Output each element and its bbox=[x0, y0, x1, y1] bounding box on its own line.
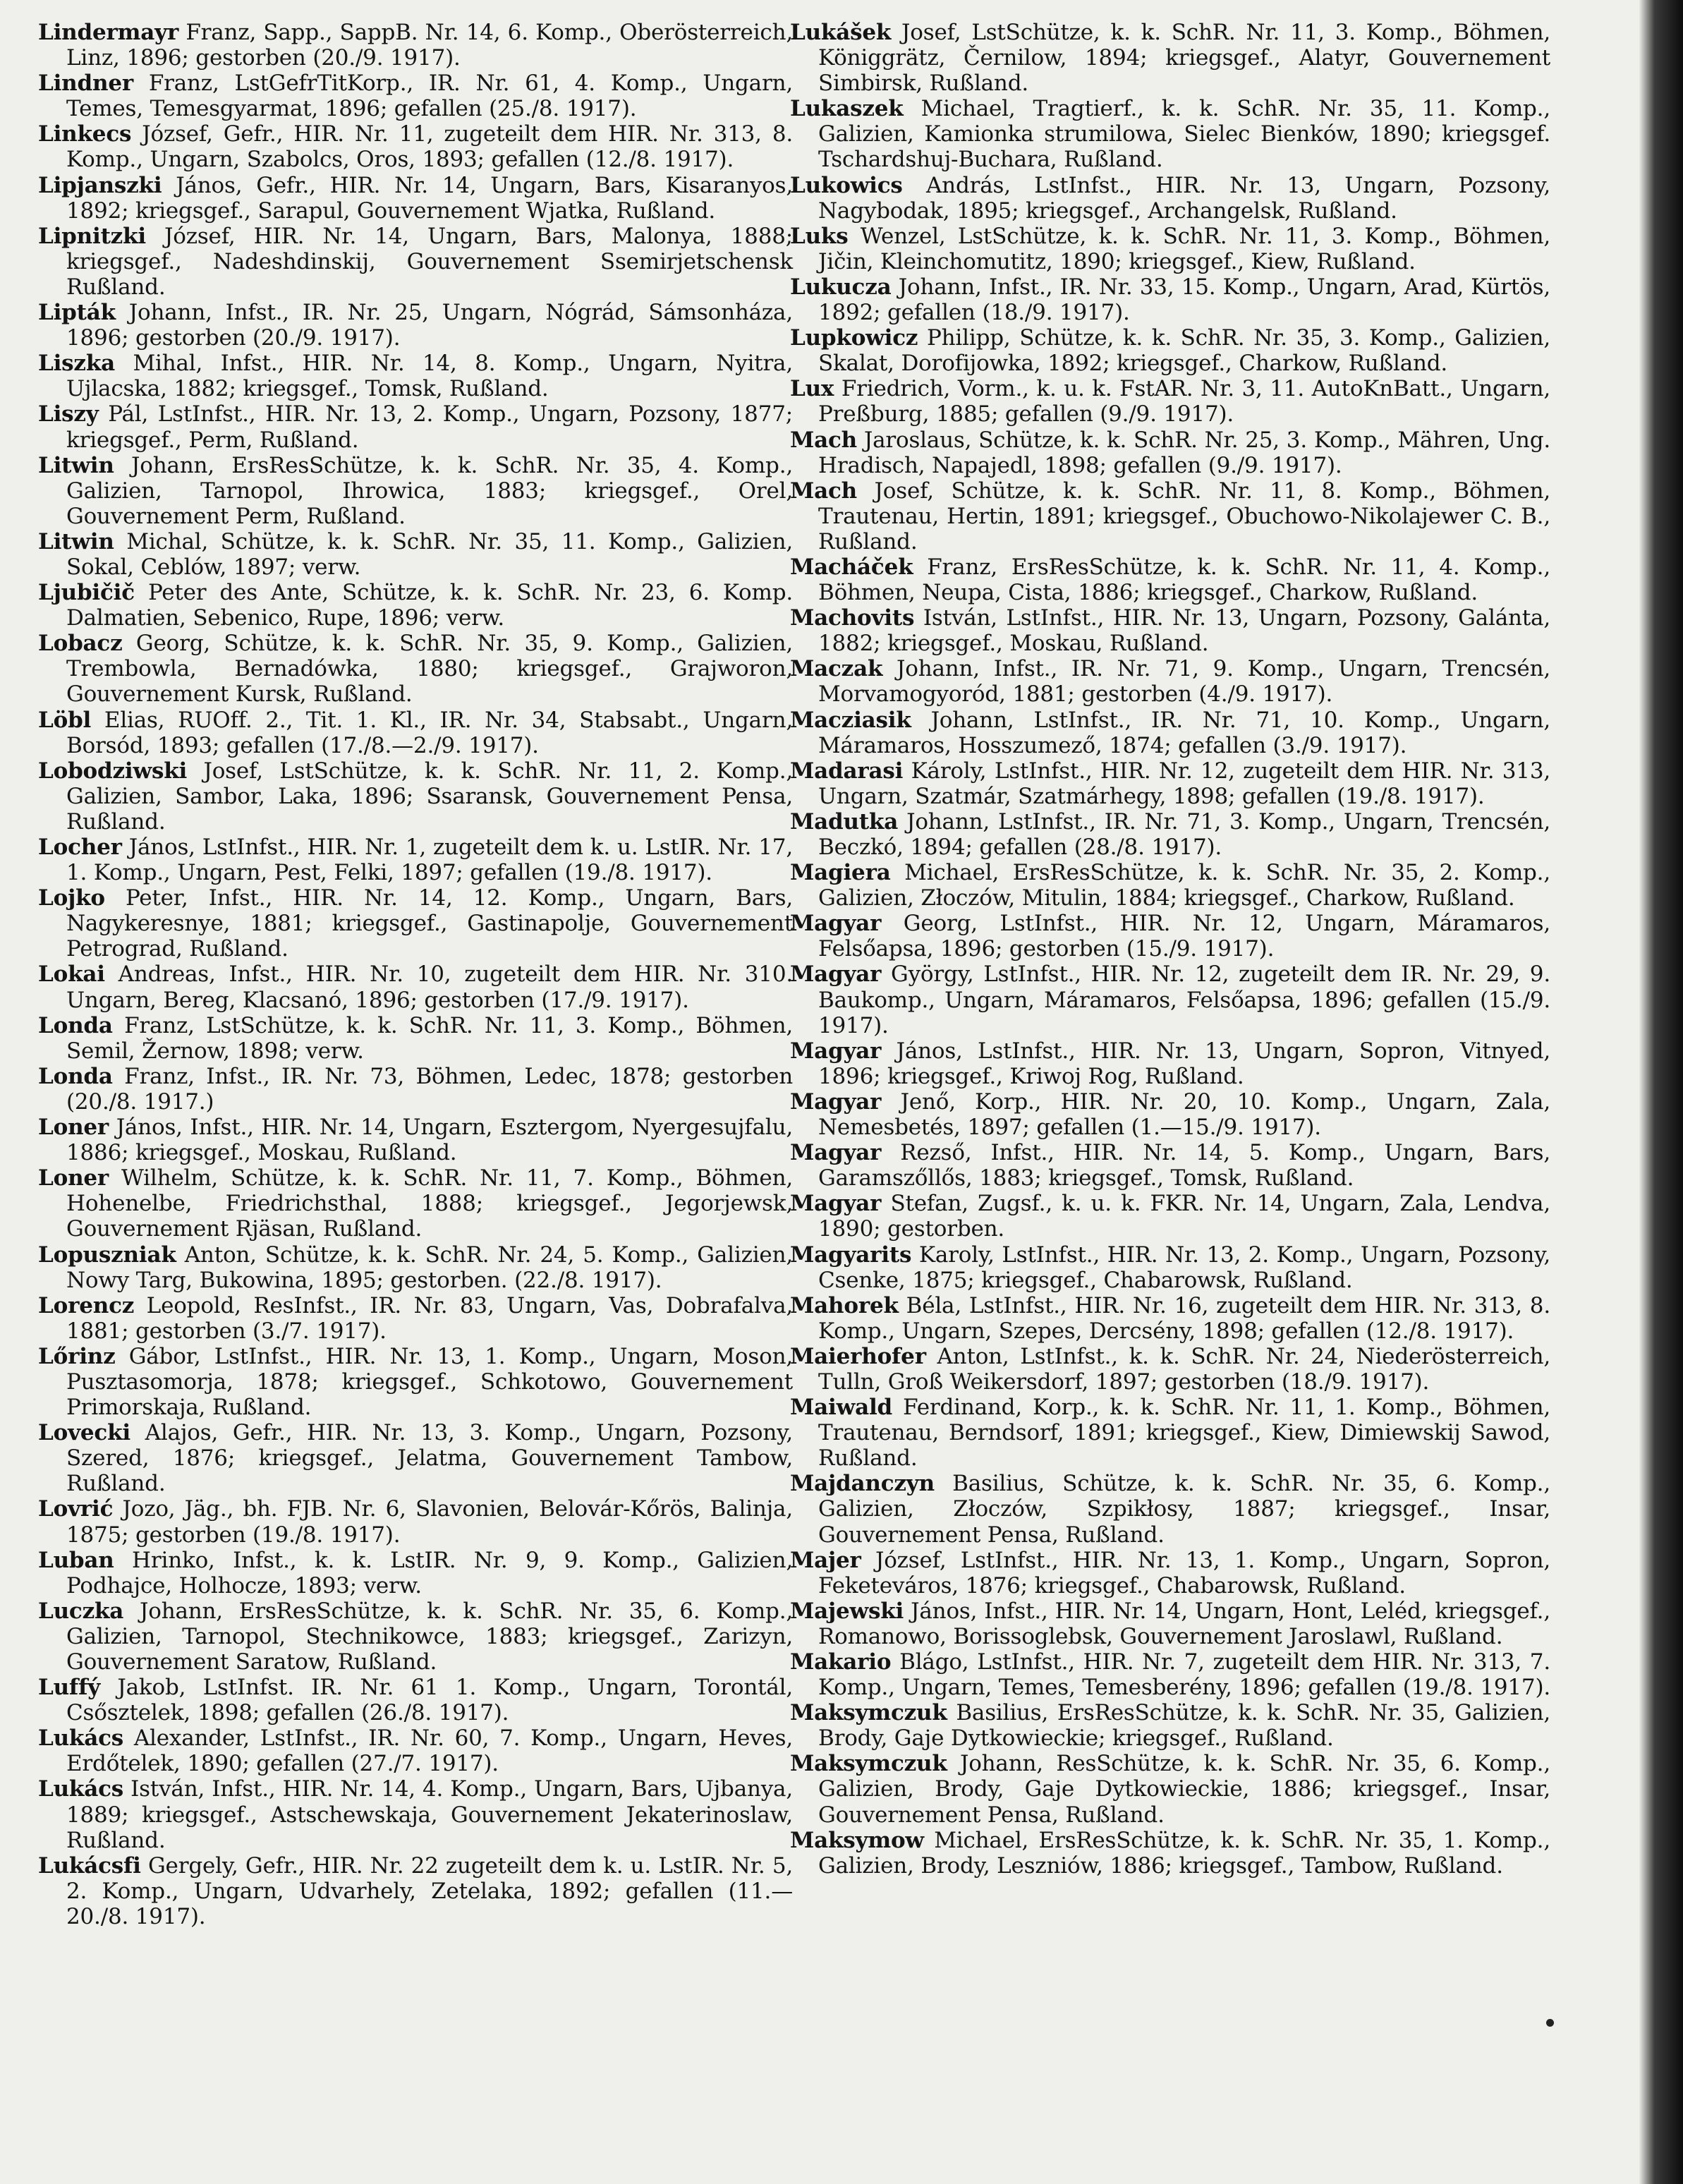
list-entry bbox=[38, 1548, 793, 1598]
entry-details: Gergely, Gefr., HIR. Nr. 22 zugeteilt dem k. u. LstIR. Nr. 5, 2. Komp., Ungarn, Udvarhely, Zetelaka, 1892; gefallen (11.—20./8. 1917). bbox=[66, 1852, 793, 1929]
list-entry bbox=[790, 1242, 1550, 1293]
entry-details: Peter, Infst., HIR. Nr. 14, 12. Komp., Ungarn, Bars, Nagykeresnye, 1881; kriegsgef., Gastinapolje, Gouvernement Petrograd, Rußland. bbox=[66, 885, 793, 962]
entry-details: Johann, ErsResSchütze, k. k. SchR. Nr. 35, 6. Komp., Galizien, Tarnopol, Stechnikowce, 1883; kriegsgef., Zarizyn, Gouvernement Saratow, Rußland. bbox=[66, 1598, 793, 1675]
entry-surname: Maczak bbox=[790, 656, 883, 682]
entry-details: János, LstInfst., HIR. Nr. 1, zugeteilt dem k. u. LstIR. Nr. 17, 1. Komp., Ungarn, Pest, Felki, 1897; gefallen (19./8. 1917). bbox=[66, 835, 793, 886]
entry-surname: Majer bbox=[790, 1547, 861, 1573]
entry-surname: Locher bbox=[38, 835, 122, 860]
list-entry bbox=[790, 809, 1550, 860]
list-entry bbox=[790, 376, 1550, 427]
entry-surname: Magyarits bbox=[790, 1242, 912, 1268]
list-entry bbox=[38, 300, 793, 351]
entry-details: Pál, LstInfst., HIR. Nr. 13, 2. Komp., Ungarn, Pozsony, 1877; kriegsgef., Perm, Rußland. bbox=[66, 401, 793, 453]
entry-details: István, Infst., HIR. Nr. 14, 4. Komp., Ungarn, Bars, Ujbanya, 1889; kriegsgef., Astschewskaja, Gouvernement Jekaterinoslaw, Rußland. bbox=[66, 1776, 793, 1853]
entry-details: Hrinko, Infst., k. k. LstIR. Nr. 9, 9. Komp., Galizien, Podhajce, Holhocze, 1893; verw. bbox=[66, 1547, 793, 1598]
list-entry bbox=[790, 758, 1550, 809]
list-entry bbox=[790, 1548, 1550, 1598]
list-entry bbox=[38, 351, 793, 401]
list-entry bbox=[790, 1140, 1550, 1191]
list-entry bbox=[38, 1064, 793, 1115]
list-entry bbox=[38, 708, 793, 758]
entry-surname: Mach bbox=[790, 427, 858, 453]
entry-details: Anton, Schütze, k. k. SchR. Nr. 24, 5. Komp., Galizien, Nowy Targ, Bukowina, 1895; gestorben. (22./8. 1917). bbox=[66, 1242, 793, 1293]
entry-surname: Lindermayr bbox=[38, 20, 179, 45]
list-entry bbox=[790, 1191, 1550, 1242]
list-entry bbox=[790, 961, 1550, 1038]
entry-details: Johann, LstInfst., IR. Nr. 71, 10. Komp., Ungarn, Máramaros, Hosszumező, 1874; gefallen (3./9. 1917). bbox=[818, 707, 1550, 758]
entry-details: Michael, ErsResSchütze, k. k. SchR. Nr. 35, 1. Komp., Galizien, Brody, Leszniów, 1886; kriegsgef., Tambow, Rußland. bbox=[818, 1827, 1550, 1879]
entry-surname: Lobodziwski bbox=[38, 758, 188, 784]
entry-surname: Lupkowicz bbox=[790, 325, 918, 351]
right-column bbox=[790, 20, 1550, 1879]
list-entry bbox=[38, 1853, 793, 1929]
entry-details: Basilius, Schütze, k. k. SchR. Nr. 35, 6. Komp., Galizien, Złoczów, Szpikłosy, 1887; kriegsgef., Insar, Gouvernement Pensa, Rußland. bbox=[818, 1471, 1550, 1548]
entry-details: Georg, LstInfst., HIR. Nr. 12, Ungarn, Máramaros, Felsőapsa, 1896; gestorben (15./9. 1917). bbox=[818, 911, 1550, 962]
entry-surname: Lovecki bbox=[38, 1420, 130, 1446]
list-entry bbox=[790, 860, 1550, 911]
entry-surname: Makario bbox=[790, 1649, 892, 1675]
entry-surname: Ljubičič bbox=[38, 580, 135, 606]
entry-surname: Mach bbox=[790, 478, 858, 504]
entry-details: Georg, Schütze, k. k. SchR. Nr. 35, 9. Komp., Galizien, Trembowla, Bernadówka, 1880; kriegsgef., Grajworon, Gouvernement Kursk, Rußland. bbox=[66, 631, 793, 708]
entry-surname: Lukaszek bbox=[790, 96, 904, 122]
entry-details: Alajos, Gefr., HIR. Nr. 13, 3. Komp., Ungarn, Pozsony, Szered, 1876; kriegsgef., Jelatma, Gouvernement Tambow, Rußland. bbox=[66, 1420, 793, 1497]
entry-surname: Macháček bbox=[790, 554, 913, 580]
entry-surname: Litwin bbox=[38, 528, 114, 554]
list-entry bbox=[790, 1395, 1550, 1471]
list-entry bbox=[38, 1344, 793, 1420]
list-entry bbox=[790, 96, 1550, 172]
list-entry bbox=[790, 224, 1550, 274]
entry-surname: Lipták bbox=[38, 300, 116, 326]
entry-surname: Linkecs bbox=[38, 121, 132, 147]
entry-surname: Lipjanszki bbox=[38, 172, 162, 198]
entry-surname: Magyar bbox=[790, 911, 882, 937]
entry-details: Johann, Infst., IR. Nr. 25, Ungarn, Nógrád, Sámsonháza, 1896; gestorben (20./9. 1917). bbox=[66, 300, 793, 351]
entry-details: Jaroslaus, Schütze, k. k. SchR. Nr. 25, 3. Komp., Mähren, Ung. Hradisch, Napajedl, 1898; gefallen (9./9. 1917). bbox=[818, 427, 1550, 478]
list-entry bbox=[790, 656, 1550, 707]
entry-details: Andreas, Infst., HIR. Nr. 10, zugeteilt dem HIR. Nr. 310. Ungarn, Bereg, Klacsanó, 1896; gestorben (17./9. 1917). bbox=[66, 961, 793, 1013]
entry-surname: Maksymow bbox=[790, 1827, 924, 1853]
entry-details: Franz, Sapp., SappB. Nr. 14, 6. Komp., Oberösterreich, Linz, 1896; gestorben (20./9. 1917). bbox=[66, 20, 793, 71]
list-entry bbox=[38, 1293, 793, 1344]
entry-surname: Maiwald bbox=[790, 1395, 893, 1421]
entry-surname: Magyar bbox=[790, 1140, 882, 1166]
entry-details: Michael, Tragtierf., k. k. SchR. Nr. 35, 11. Komp., Galizien, Kamionka strumilowa, Sielec Bienków, 1890; kriegsgef. Tschardshuj-Buchara, Rußland. bbox=[818, 96, 1550, 173]
entry-surname: Mahorek bbox=[790, 1292, 899, 1318]
list-entry bbox=[38, 1776, 793, 1852]
entry-details: András, LstInfst., HIR. Nr. 13, Ungarn, Pozsony, Nagybodak, 1895; kriegsgef., Archangelsk, Rußland. bbox=[818, 172, 1550, 224]
entry-surname: Lindner bbox=[38, 71, 133, 97]
entry-surname: Löbl bbox=[38, 707, 92, 733]
entry-details: Philipp, Schütze, k. k. SchR. Nr. 35, 3. Komp., Galizien, Skalat, Dorofijowka, 1892; kriegsgef., Charkow, Rußland. bbox=[818, 325, 1550, 377]
entry-surname: Luffý bbox=[38, 1675, 101, 1701]
list-entry bbox=[790, 708, 1550, 758]
entry-details: Michael, ErsResSchütze, k. k. SchR. Nr. 35, 2. Komp., Galizien, Złoczów, Mitulin, 1884; kriegsgef., Charkow, Rußland. bbox=[818, 860, 1550, 911]
entry-details: Karoly, LstInfst., HIR. Nr. 13, 2. Komp., Ungarn, Pozsony, Csenke, 1875; kriegsgef., Chabarowsk, Rußland. bbox=[818, 1242, 1550, 1293]
entry-surname: Maksymczuk bbox=[790, 1700, 947, 1726]
entry-surname: Lukács bbox=[38, 1776, 124, 1802]
entry-surname: Lukácsfi bbox=[38, 1852, 141, 1879]
list-entry bbox=[38, 961, 793, 1012]
entry-surname: Lukowics bbox=[790, 172, 903, 198]
list-entry bbox=[790, 1038, 1550, 1089]
entry-details: Wenzel, LstSchütze, k. k. SchR. Nr. 11, 3. Komp., Böhmen, Jičin, Kleinchomutitz, 1890; kriegsgef., Kiew, Rußland. bbox=[818, 223, 1550, 274]
list-entry bbox=[38, 835, 793, 885]
entry-surname: Lukács bbox=[38, 1725, 124, 1752]
list-entry bbox=[38, 401, 793, 452]
entry-surname: Liszy bbox=[38, 401, 99, 427]
list-entry bbox=[38, 453, 793, 529]
margin-dot bbox=[1546, 2019, 1554, 2027]
entry-details: Johann, LstInfst., IR. Nr. 71, 3. Komp., Ungarn, Trencsén, Beczkó, 1894; gefallen (28./8. 1917). bbox=[818, 808, 1550, 860]
list-entry bbox=[790, 554, 1550, 605]
list-entry bbox=[38, 121, 793, 172]
entry-details: Friedrich, Vorm., k. u. k. FstAR. Nr. 3, 11. AutoKnBatt., Ungarn, Preßburg, 1885; gefallen (9./9. 1917). bbox=[818, 376, 1550, 427]
list-entry bbox=[38, 885, 793, 961]
entry-details: József, LstInfst., HIR. Nr. 13, 1. Komp., Ungarn, Sopron, Feketeváros, 1876; kriegsgef., Chabarowsk, Rußland. bbox=[818, 1547, 1550, 1598]
entry-surname: Magyar bbox=[790, 1038, 882, 1064]
list-entry bbox=[790, 478, 1550, 554]
list-entry bbox=[38, 580, 793, 631]
list-entry bbox=[38, 758, 793, 835]
entry-surname: Machovits bbox=[790, 605, 915, 631]
list-entry bbox=[790, 1344, 1550, 1395]
list-entry bbox=[790, 427, 1550, 478]
entry-details: Jozo, Jäg., bh. FJB. Nr. 6, Slavonien, Belovár-Kőrös, Balinja, 1875; gestorben (19./8. 1917). bbox=[66, 1496, 793, 1548]
list-entry bbox=[790, 1598, 1550, 1649]
entry-surname: Magyar bbox=[790, 1088, 882, 1115]
list-entry bbox=[38, 224, 793, 300]
entry-details: Basilius, ErsResSchütze, k. k. SchR. Nr. 35, Galizien, Brody, Gaje Dytkowieckie; kriegsgef., Rußland. bbox=[818, 1700, 1550, 1752]
entry-surname: Londa bbox=[38, 1063, 113, 1089]
list-entry bbox=[38, 1013, 793, 1064]
entry-details: Leopold, ResInfst., IR. Nr. 83, Ungarn, Vas, Dobrafalva, 1881; gestorben (3./7. 1917). bbox=[66, 1292, 793, 1344]
list-entry bbox=[38, 1496, 793, 1547]
list-entry bbox=[38, 173, 793, 224]
entry-surname: Lojko bbox=[38, 885, 105, 911]
list-entry bbox=[790, 1293, 1550, 1344]
entry-surname: Loner bbox=[38, 1165, 109, 1191]
entry-surname: Lobacz bbox=[38, 631, 123, 657]
entry-details: György, LstInfst., HIR. Nr. 12, zugeteilt dem IR. Nr. 29, 9. Baukomp., Ungarn, Máramaros, Felsőapsa, 1896; gefallen (15./9. 1917). bbox=[818, 961, 1550, 1038]
entry-surname: Lorencz bbox=[38, 1292, 135, 1318]
entry-details: József, Gefr., HIR. Nr. 11, zugeteilt dem HIR. Nr. 313, 8. Komp., Ungarn, Szabolcs, Oros, 1893; gefallen (12./8. 1917). bbox=[66, 121, 793, 173]
list-entry bbox=[38, 20, 793, 71]
entry-details: Johann, Infst., IR. Nr. 71, 9. Komp., Ungarn, Trencsén, Morvamogyoród, 1881; gestorben (4./9. 1917). bbox=[818, 656, 1550, 708]
list-entry bbox=[38, 1598, 793, 1675]
entry-details: Gábor, LstInfst., HIR. Nr. 13, 1. Komp., Ungarn, Moson, Pusztasomorja, 1878; kriegsgef., Schkotowo, Gouvernement Primorskaja, Rußland. bbox=[66, 1343, 793, 1421]
entry-details: Josef, Schütze, k. k. SchR. Nr. 11, 8. Komp., Böhmen, Trautenau, Hertin, 1891; kriegsgef., Obuchowo-Nikolajewer C. B., Rußland. bbox=[818, 478, 1550, 554]
list-entry bbox=[790, 325, 1550, 376]
entry-details: János, Gefr., HIR. Nr. 14, Ungarn, Bars, Kisaranyos, 1892; kriegsgef., Sarapul, Gouvernement Wjatka, Rußland. bbox=[66, 172, 793, 224]
entry-details: Anton, LstInfst., k. k. SchR. Nr. 24, Niederösterreich, Tulln, Groß Weikersdorf, 1897; gestorben (18./9. 1917). bbox=[818, 1343, 1550, 1395]
entry-surname: Maierhofer bbox=[790, 1343, 926, 1369]
entry-surname: Maksymczuk bbox=[790, 1751, 947, 1777]
list-entry bbox=[38, 1675, 793, 1725]
entry-details: János, LstInfst., HIR. Nr. 13, Ungarn, Sopron, Vitnyed, 1896; kriegsgef., Kriwoj Rog, Rußland. bbox=[818, 1038, 1550, 1089]
entry-surname: Macziasik bbox=[790, 707, 911, 733]
entry-surname: Majdanczyn bbox=[790, 1471, 935, 1497]
entry-details: Franz, ErsResSchütze, k. k. SchR. Nr. 11, 4. Komp., Böhmen, Neupa, Cista, 1886; kriegsgef., Charkow, Rußland. bbox=[818, 554, 1550, 606]
entry-surname: Magyar bbox=[790, 961, 882, 988]
entry-details: Béla, LstInfst., HIR. Nr. 16, zugeteilt dem HIR. Nr. 313, 8. Komp., Ungarn, Szepes, Dercsény, 1898; gefallen (12./8. 1917). bbox=[818, 1292, 1550, 1344]
entry-details: János, Infst., HIR. Nr. 14, Ungarn, Hont, Leléd, kriegsgef., Romanowo, Borissoglebsk, Gouvernement Jaroslawl, Rußland. bbox=[818, 1598, 1550, 1649]
entry-details: Franz, Infst., IR. Nr. 73, Böhmen, Ledec, 1878; gestorben (20./8. 1917.) bbox=[66, 1063, 793, 1115]
entry-details: Franz, LstSchütze, k. k. SchR. Nr. 11, 3. Komp., Böhmen, Semil, Žernow, 1898; verw. bbox=[66, 1012, 793, 1064]
entry-details: Jenő, Korp., HIR. Nr. 20, 10. Komp., Ungarn, Zala, Nemesbetés, 1897; gefallen (1.—15./9. 1917). bbox=[818, 1088, 1550, 1141]
entry-surname: Liszka bbox=[38, 351, 115, 377]
list-entry bbox=[790, 1828, 1550, 1879]
entry-surname: Majewski bbox=[790, 1598, 904, 1624]
list-entry bbox=[790, 605, 1550, 656]
entry-surname: Madutka bbox=[790, 808, 899, 835]
entry-surname: Lukucza bbox=[790, 274, 892, 300]
entry-surname: Luks bbox=[790, 223, 849, 249]
list-entry bbox=[38, 529, 793, 580]
entry-details: Elias, RUOff. 2., Tit. 1. Kl., IR. Nr. 34, Stabsabt., Ungarn, Borsód, 1893; gefallen (17./8.—2./9. 1917). bbox=[66, 707, 793, 758]
entry-details: Johann, Infst., IR. Nr. 33, 15. Komp., Ungarn, Arad, Kürtös, 1892; gefallen (18./9. 1917). bbox=[818, 274, 1550, 326]
list-entry bbox=[38, 1165, 793, 1242]
entry-details: Ferdinand, Korp., k. k. SchR. Nr. 11, 1. Komp., Böhmen, Trautenau, Berndsorf, 1891; kriegsgef., Kiew, Dimiewskij Sawod, Rußland. bbox=[818, 1395, 1550, 1472]
entry-details: János, Infst., HIR. Nr. 14, Ungarn, Esztergom, Nyergesujfalu, 1886; kriegsgef., Moskau, Rußland. bbox=[66, 1115, 793, 1166]
entry-surname: Madarasi bbox=[790, 758, 904, 784]
entry-surname: Magyar bbox=[790, 1191, 882, 1217]
entry-surname: Lovrić bbox=[38, 1496, 114, 1522]
entry-surname: Lukášek bbox=[790, 20, 892, 45]
entry-details: Stefan, Zugsf., k. u. k. FKR. Nr. 14, Ungarn, Zala, Lendva, 1890; gestorben. bbox=[818, 1191, 1550, 1242]
entry-details: Wilhelm, Schütze, k. k. SchR. Nr. 11, 7. Komp., Böhmen, Hohenelbe, Friedrichsthal, 1888; kriegsgef., Jegorjewsk, Gouvernement Rjäsan, Rußland. bbox=[66, 1165, 793, 1242]
entry-surname: Luban bbox=[38, 1547, 114, 1573]
list-entry bbox=[790, 1700, 1550, 1751]
entry-details: Josef, LstSchütze, k. k. SchR. Nr. 11, 2. Komp., Galizien, Sambor, Laka, 1896; Ssaransk, Gouvernement Pensa, Rußland. bbox=[66, 758, 793, 835]
entry-surname: Lopuszniak bbox=[38, 1242, 176, 1268]
entry-details: Jakob, LstInfst. IR. Nr. 61 1. Komp., Ungarn, Torontál, Csősztelek, 1898; gefallen (26./8. 1917). bbox=[66, 1675, 793, 1726]
list-entry bbox=[790, 20, 1550, 96]
list-entry bbox=[790, 1751, 1550, 1827]
entry-details: Alexander, LstInfst., IR. Nr. 60, 7. Komp., Ungarn, Heves, Erdőtelek, 1890; gefallen (27./7. 1917). bbox=[66, 1725, 793, 1777]
entry-surname: Londa bbox=[38, 1012, 113, 1038]
entry-surname: Luczka bbox=[38, 1598, 124, 1624]
entry-details: Johann, ErsResSchütze, k. k. SchR. Nr. 35, 4. Komp., Galizien, Tarnopol, Ihrowica, 1883; kriegsgef., Orel, Gouvernement Perm, Rußland. bbox=[66, 452, 793, 529]
entry-details: Josef, LstSchütze, k. k. SchR. Nr. 11, 3. Komp., Böhmen, Königgrätz, Černilow, 1894; kriegsgef., Alatyr, Gouvernement Simbirsk, Rußland. bbox=[818, 20, 1550, 97]
entry-details: Franz, LstGefrTitKorp., IR. Nr. 61, 4. Komp., Ungarn, Temes, Temesgyarmat, 1896; gefallen (25./8. 1917). bbox=[66, 71, 793, 122]
left-column bbox=[38, 20, 793, 1929]
entry-details: Rezső, Infst., HIR. Nr. 14, 5. Komp., Ungarn, Bars, Garamszőllős, 1883; kriegsgef., Tomsk, Rußland. bbox=[818, 1140, 1550, 1191]
list-entry bbox=[790, 1649, 1550, 1700]
list-entry bbox=[790, 1089, 1550, 1140]
entry-surname: Magiera bbox=[790, 860, 891, 886]
list-entry bbox=[790, 274, 1550, 325]
entry-details: István, LstInfst., HIR. Nr. 13, Ungarn, Pozsony, Galánta, 1882; kriegsgef., Moskau, Rußland. bbox=[818, 605, 1550, 657]
scan-dark-edge bbox=[1639, 0, 1683, 2184]
entry-details: Michal, Schütze, k. k. SchR. Nr. 35, 11. Komp., Galizien, Sokal, Ceblów, 1897; verw. bbox=[66, 528, 793, 580]
list-entry bbox=[790, 911, 1550, 961]
entry-details: József, HIR. Nr. 14, Ungarn, Bars, Malonya, 1888; kriegsgef., Nadeshdinskij, Gouvernement Ssemirjetschensk Rußland. bbox=[66, 223, 793, 300]
entry-details: Johann, ResSchütze, k. k. SchR. Nr. 35, 6. Komp., Galizien, Brody, Gaje Dytkowieckie, 1886; kriegsgef., Insar, Gouvernement Pensa, Rußland. bbox=[818, 1751, 1550, 1828]
list-entry bbox=[790, 173, 1550, 224]
entry-surname: Loner bbox=[38, 1115, 109, 1141]
entry-details: Károly, LstInfst., HIR. Nr. 12, zugeteilt dem HIR. Nr. 313, Ungarn, Szatmár, Szatmárhegy, 1898; gefallen (19./8. 1917). bbox=[818, 758, 1550, 809]
entry-surname: Litwin bbox=[38, 452, 114, 478]
entry-details: Blágo, LstInfst., HIR. Nr. 7, zugeteilt dem HIR. Nr. 313, 7. Komp., Ungarn, Temes, Temesberény, 1896; gefallen (19./8. 1917). bbox=[818, 1649, 1551, 1701]
list-entry bbox=[790, 1471, 1550, 1547]
list-entry bbox=[38, 1242, 793, 1293]
entry-surname: Lőrinz bbox=[38, 1343, 116, 1369]
entry-surname: Lipnitzki bbox=[38, 223, 146, 249]
entry-surname: Lokai bbox=[38, 961, 105, 988]
entry-surname: Lux bbox=[790, 376, 834, 402]
list-entry bbox=[38, 1420, 793, 1496]
casualty-list-page bbox=[28, 20, 1651, 2171]
list-entry bbox=[38, 1115, 793, 1165]
list-entry bbox=[38, 631, 793, 707]
entry-details: Mihal, Infst., HIR. Nr. 14, 8. Komp., Ungarn, Nyitra, Ujlacska, 1882; kriegsgef., Tomsk, Rußland. bbox=[66, 351, 793, 402]
list-entry bbox=[38, 1725, 793, 1776]
entry-details: Peter des Ante, Schütze, k. k. SchR. Nr. 23, 6. Komp. Dalmatien, Sebenico, Rupe, 1896; verw. bbox=[66, 580, 793, 631]
list-entry bbox=[38, 71, 793, 121]
